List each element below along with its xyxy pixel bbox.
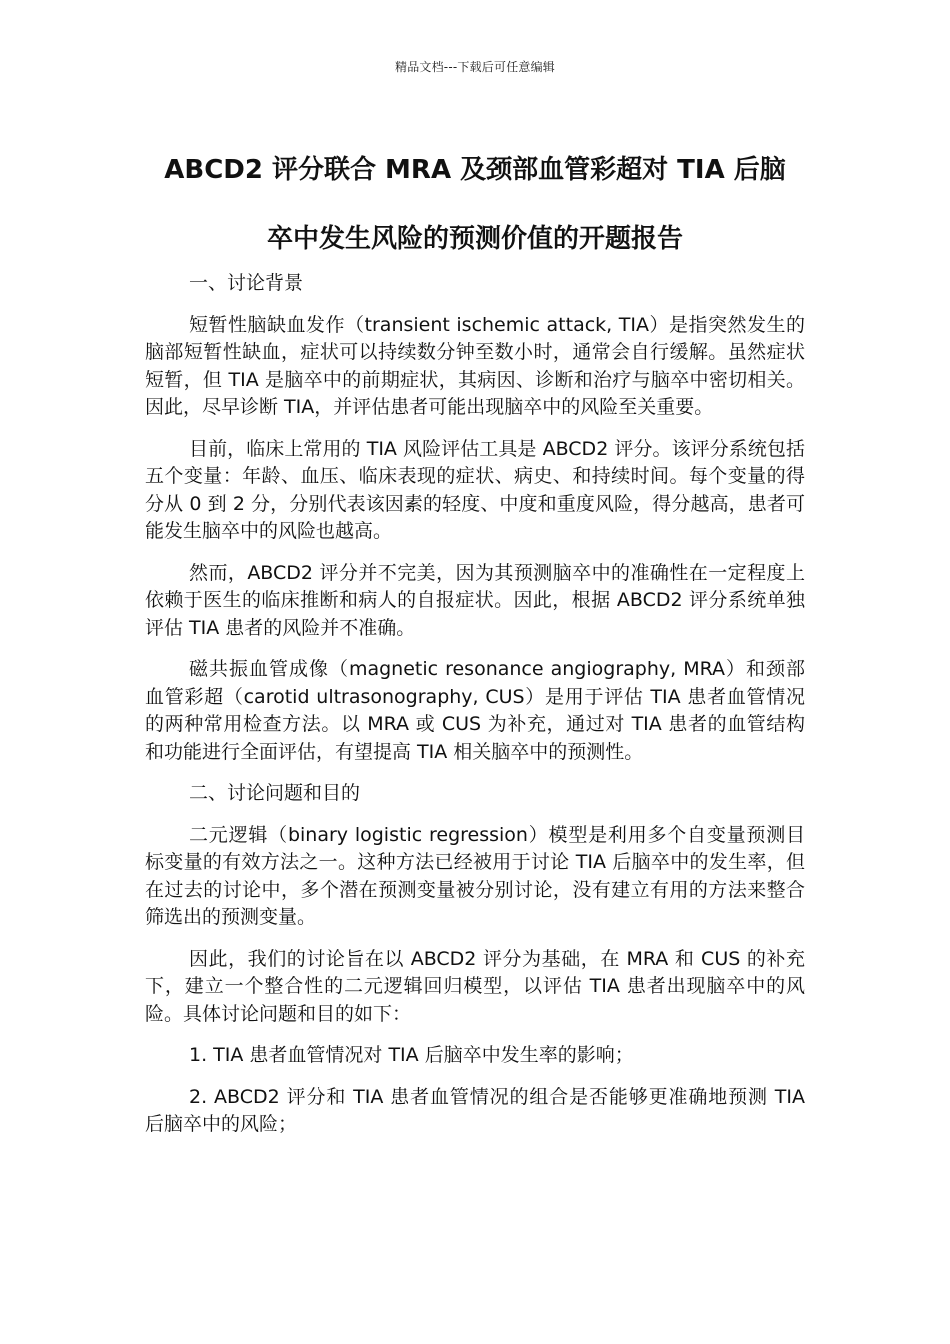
section-heading-background: 一、讨论背景 [189, 272, 304, 294]
title-line-1: ABCD2 评分联合 MRA 及颈部血管彩超对 TIA 后脑 [164, 155, 786, 185]
paragraph-abcd2-limitations: 然而，ABCD2 评分并不完美，因为其预测脑卒中的准确性在一定程度上依赖于医生的临床推断和病人的自报症状。因此，根据 ABCD2 评分系统单独评估 TIA 患者的风险并不准确。 [145, 561, 805, 639]
paragraph-abcd2-score: 目前，临床上常用的 TIA 风险评估工具是 ABCD2 评分。该评分系统包括五个变量：年龄、血压、临床表现的症状、病史、和持续时间。每个变量的得分从 0 到 2 分，分别代表该因素的轻度、中度和重度风险，得分越高，患者可能发生脑卒中的风险也越高。 [145, 437, 805, 542]
document-body [145, 270, 805, 1153]
paragraph-study-aims: 因此，我们的讨论旨在以 ABCD2 评分为基础，在 MRA 和 CUS 的补充下，建立一个整合性的二元逻辑回归模型，以评估 TIA 患者出现脑卒中的风险。具体讨论问题和目的如下： [145, 947, 805, 1025]
paragraph-mra-cus: 磁共振血管成像（magnetic resonance angiography, MRA）和颈部血管彩超（carotid ultrasonography, CUS）是用于评估 TIA 患者血管情况的两种常用检查方法。以 MRA 或 CUS 为补充，通过对 TIA 患者的血管结构和功能进行全面评估，有望提高 TIA 相关脑卒中的预测性。 [145, 658, 805, 763]
paragraph-logistic-regression: 二元逻辑（binary logistic regression）模型是利用多个自变量预测目标变量的有效方法之一。这种方法已经被用于讨论 TIA 后脑卒中的发生率，但在过去的讨论中，多个潜在预测变量被分别讨论，没有建立有用的方法来整合筛选出的预测变量。 [145, 823, 805, 928]
list-item-aim-1: 1. TIA 患者血管情况对 TIA 后脑卒中发生率的影响； [189, 1044, 634, 1066]
list-item-aim-2: 2. ABCD2 评分和 TIA 患者血管情况的组合是否能够更准确地预测 TIA 后脑卒中的风险； [145, 1085, 805, 1135]
title-line-2: 卒中发生风险的预测价值的开题报告 [266, 224, 683, 254]
document-title [145, 136, 805, 274]
paragraph-tia-definition: 短暂性脑缺血发作（transient ischemic attack, TIA）是指突然发生的脑部短暂性缺血，症状可以持续数分钟至数小时，通常会自行缓解。虽然症状短暂，但 TIA 是脑卒中的前期症状，其病因、诊断和治疗与脑卒中密切相关。因此，尽早诊断 TIA，并评估患者可能出现脑卒中的风险至关重要。 [145, 313, 805, 418]
header-note: 精品文档---下载后可任意编辑 [395, 60, 555, 74]
section-heading-questions: 二、讨论问题和目的 [189, 782, 361, 804]
